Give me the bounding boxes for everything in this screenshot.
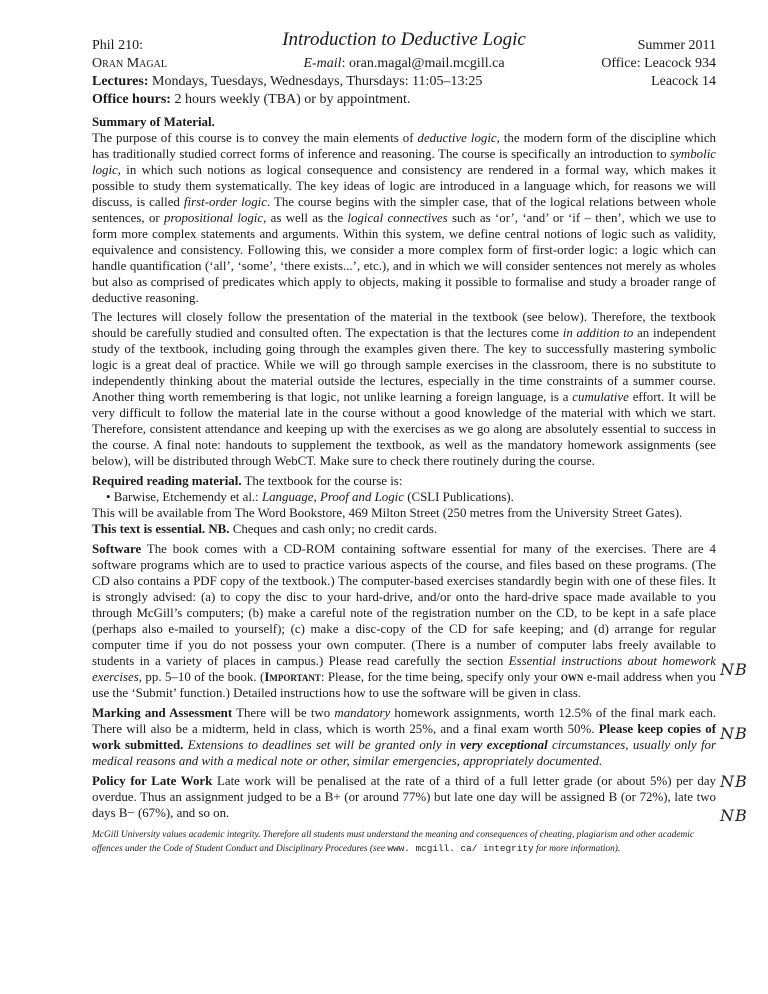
marking-heading: Marking and Assessment xyxy=(92,706,233,720)
late-work-paragraph: Policy for Late Work Late work will be penalised at the rate of a third of a full letter grade (or about 5%) per day overdue. Thus an assignment judged to be a B+ (or around 77%) but late one day will be assigned B (or 72%), late two days B− (67%), and so on. xyxy=(92,774,716,820)
late-work-heading: Policy for Late Work xyxy=(92,774,213,788)
header-row-1 xyxy=(92,29,716,56)
office: Office: Leacock 934 xyxy=(601,56,716,71)
textbook-bullet: • Barwise, Etchemendy et al.: Language, Proof and Logic (CSLI Publications). xyxy=(106,490,514,504)
header-row-2 xyxy=(92,56,716,74)
reading-section xyxy=(92,473,716,537)
email-address: oran.magal@mail.mcgill.ca xyxy=(348,56,505,71)
header-row-4 xyxy=(92,92,716,110)
nb-margin-note: NB xyxy=(720,772,748,791)
late-work-section xyxy=(92,773,716,821)
reading-heading: Required reading material. xyxy=(92,474,242,488)
software-section xyxy=(92,541,716,701)
email-label: E-mail xyxy=(303,56,342,71)
integrity-footnote: McGill University values academic integrity. Therefore all students must understand the meaning and consequences of cheating, plagiarism and other academic offences under the Code of Student Conduct and Disciplinary Procedures (see www. mcgill. ca/ integrity for more information). xyxy=(92,830,695,854)
marking-section xyxy=(92,705,716,769)
summary-heading: Summary of Material. xyxy=(92,115,215,129)
lecture-room: Leacock 14 xyxy=(651,74,716,89)
summary-paragraph-1: The purpose of this course is to convey the main elements of deductive logic, the modern form of the discipline which has traditionally studied correct forms of inference and reasoning. The course is specifically an introduction to symbolic logic, in which such notions as logical consequence and consistency are rendered in a formal way, which makes it possible to study them systematically. The key ideas of logic are introduced in a language which, for reasons we will discuss, is called first-order logic. The course begins with the simpler case, that of the logical relations between whole sentences, or propositional logic, as well as the logical connectives such as ‘or’, ‘and’ or ‘if – then’, which we use to form more complex statements and arguments. Within this system, we define central notions of logic such as validity, equivalence and consistency. Following this, we consider a more complex form of first-order logic: a logic which can handle quantification (‘all’, ‘some’, ‘there exists...’, etc.), and in which we will consider sentences not merely as wholes but also as comprised of predicates which apply to objects, making it possible to formalise and study a broader range of deductive reasoning. xyxy=(92,131,716,305)
bookstore-line: This will be available from The Word Bookstore, 469 Milton Street (250 metres from the University Street Gates). xyxy=(92,506,683,520)
term: Summer 2011 xyxy=(637,38,716,53)
syllabus-page xyxy=(92,29,717,856)
reading-intro: The textbook for the course is: xyxy=(241,474,403,488)
summary-section xyxy=(92,114,716,469)
office-hours: 2 hours weekly (TBA) or by appointment. xyxy=(174,92,411,107)
lectures-label: Lectures: xyxy=(92,74,149,89)
essential-note: This text is essential. NB. Cheques and cash only; no credit cards. xyxy=(92,522,438,536)
software-heading: Software xyxy=(92,542,142,556)
integrity-url: www. mcgill. ca/ integrity xyxy=(387,843,534,854)
instructor-name: Oran Magal xyxy=(92,56,167,71)
lectures-times: Mondays, Tuesdays, Wednesdays, Thursdays: 11:05–13:25 xyxy=(152,74,483,89)
nb-margin-note: NB xyxy=(720,724,748,743)
summary-paragraph-2: The lectures will closely follow the presentation of the material in the textbook (see below). Therefore, the textbook should be carefully studied and consulted often. The expectation is that the lectures come in addition to an independent study of the textbook, including going through the examples given there. The key to successfully mastering symbolic logic is a great deal of practice. While we will go through sample exercises in the classroom, there is no substitute to independently thinking about the material outside the lectures, especially in the time constraints of a summer course. Another thing worth remembering is that logic, not unlike learning a foreign language, is a cumulative effort. It will be very difficult to follow the material late in the course without a good knowledge of the material with which we start. Therefore, consistent attendance and keeping up with the exercises as we go along are absolutely essential to success in the course. A final note: handouts to supplement the textbook, as well as the mandatory homework assignments (see below), will be distributed through WebCT. Make sure to check there routinely during the course. xyxy=(92,310,716,468)
course-title: Introduction to Deductive Logic xyxy=(282,29,526,50)
nb-margin-note: NB xyxy=(720,660,748,679)
software-paragraph: Software The book comes with a CD-ROM containing software essential for many of the exercises. There are 4 software programs which are to used to practice various aspects of the course, and files based on these programs. (The CD also contains a PDF copy of the textbook.) The computer-based exercises standardly begin with one of these files. It is strongly advised: (a) to copy the disc to your hard-drive, and/or onto the hard-drive space made available to you through McGill’s computers; (b) make a careful note of the registration number on the CD, to be kept in a safe place (perhaps also e-mailed to yourself); (c) make a disc-copy of the CD for safe keeping; and (d) arrange for regular computer time if you do not possess your own computer. (There is a number of computer labs freely available to students in a variety of places in campus.) Please read carefully the section Essential instructions about homework exercises, pp. 5–10 of the book. (Important: Please, for the time being, specify only your own e-mail address when you use the ‘Submit’ function.) Detailed instructions how to use the software will be given in class. xyxy=(92,542,716,700)
office-hours-label: Office hours: xyxy=(92,92,171,107)
course-code: Phil 210: xyxy=(92,38,143,53)
email-line: E-mail: oran.magal@mail.mcgill.ca xyxy=(303,56,505,71)
marking-paragraph: Marking and Assessment There will be two mandatory homework assignments, worth 12.5% of the final mark each. There will also be a midterm, held in class, which is worth 25%, and a final exam worth 50%. Please keep copies of work submitted. Extensions to deadlines set will be granted only in very exceptional circumstances, usually only for medical reasons and with a medical note or other, similar emergencies, appropriately documented. xyxy=(92,706,717,768)
nb-margin-note: NB xyxy=(720,806,748,825)
header-row-3 xyxy=(92,74,716,92)
